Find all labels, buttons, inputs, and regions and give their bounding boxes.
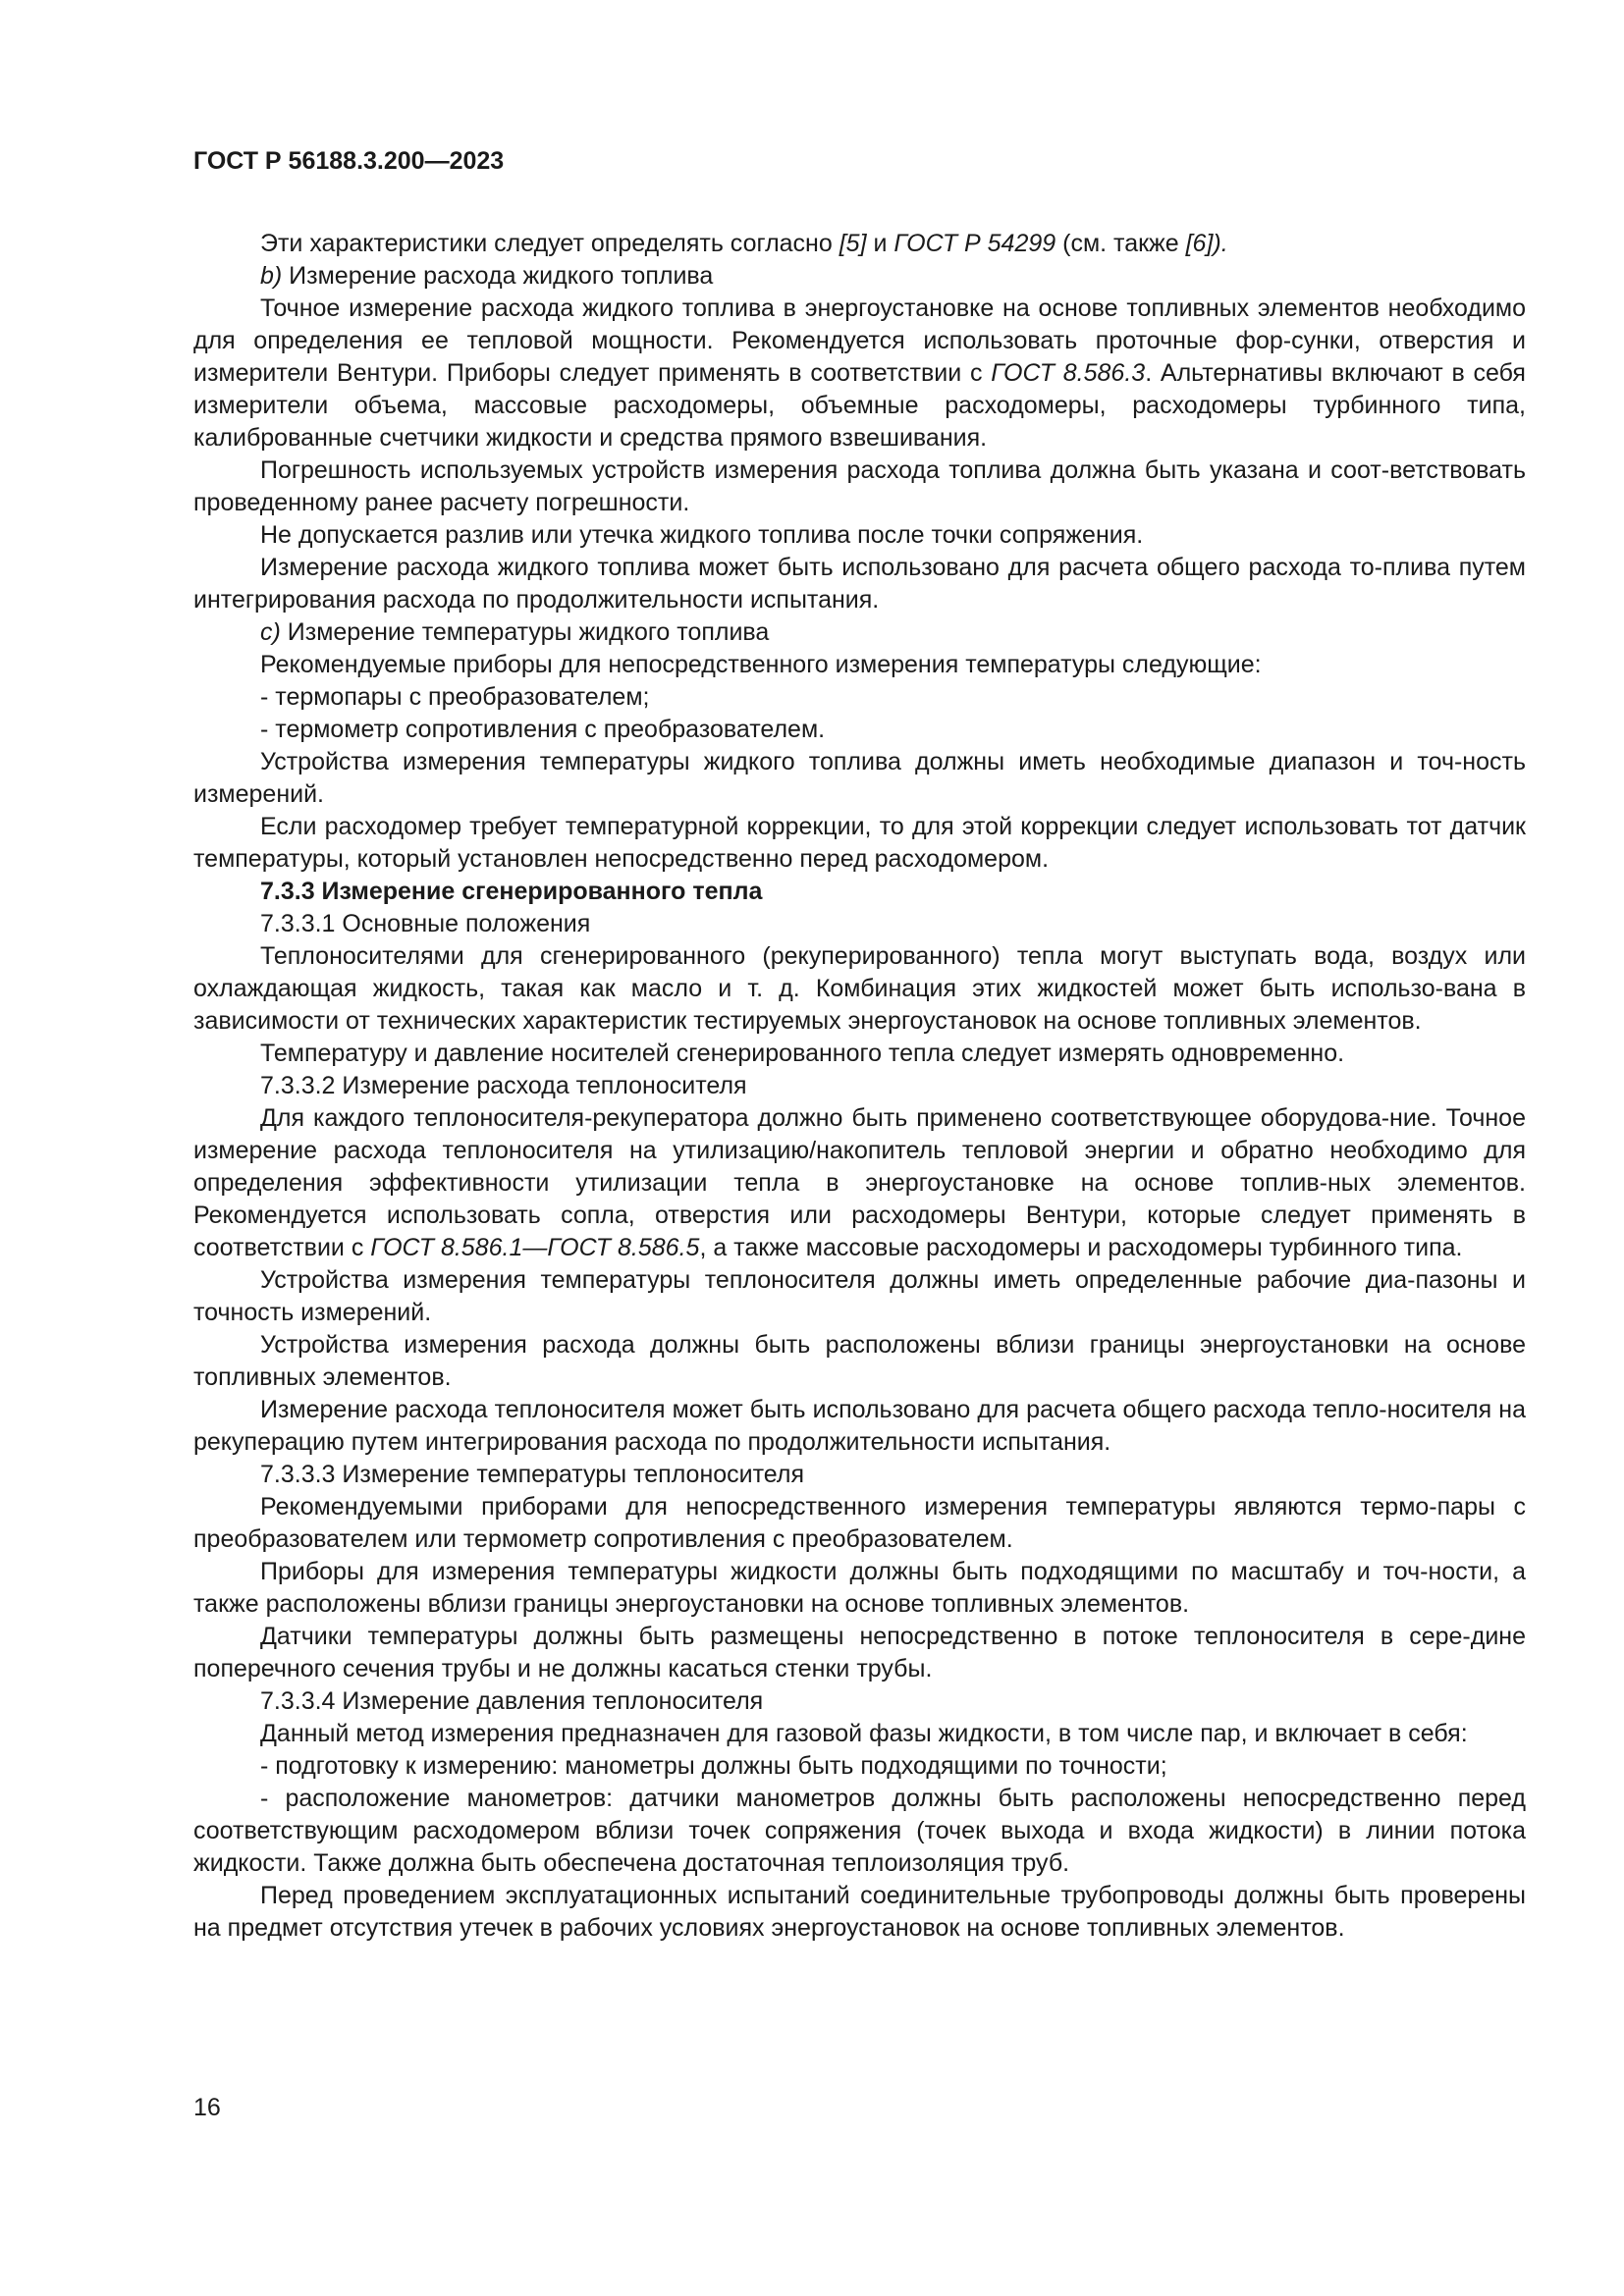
paragraph: Рекомендуемыми приборами для непосредственного измерения температуры являются термо-пары с преобразователем или термометр сопротивления с преобразователем. xyxy=(193,1493,1526,1553)
paragraph: Рекомендуемые приборы для непосредственного измерения температуры следующие: xyxy=(260,651,1262,678)
paragraph: Температуру и давление носителей сгенерированного тепла следует измерять одновременно. xyxy=(260,1040,1345,1067)
subsection-heading-7-3-3-3: 7.3.3.3 Измерение температуры теплоносителя xyxy=(260,1461,805,1488)
list-item: - термопары с преобразователем; xyxy=(260,683,650,711)
list-item: - подготовку к измерению: манометры должны быть подходящими по точности; xyxy=(260,1752,1167,1780)
paragraph: Измерение расхода теплоносителя может быть использовано для расчета общего расхода тепло-носителя на рекуперацию путем интегрирования расхода по продолжительности испытания. xyxy=(193,1396,1526,1456)
paragraph: Устройства измерения температуры теплоносителя должны иметь определенные рабочие диа-пазоны и точность измерений. xyxy=(193,1266,1526,1326)
subitem-heading-b: b) Измерение расхода жидкого топлива xyxy=(260,262,714,290)
paragraph: Данный метод измерения предназначен для газовой фазы жидкости, в том числе пар, и включает в себя: xyxy=(260,1720,1468,1747)
paragraph: Перед проведением эксплуатационных испытаний соединительные трубопроводы должны быть проверены на предмет отсутствия утечек в рабочих условиях энергоустановок на основе топливных элементов. xyxy=(193,1882,1526,1942)
paragraph: Приборы для измерения температуры жидкости должны быть подходящими по масштабу и точ-ности, а также расположены вблизи границы энергоустановки на основе топливных элементов. xyxy=(193,1558,1526,1618)
document-body xyxy=(193,228,1526,1945)
paragraph: Если расходомер требует температурной коррекции, то для этой коррекции следует использовать тот датчик температуры, который установлен непосредственно перед расходомером. xyxy=(193,813,1526,873)
subsection-heading-7-3-3-4: 7.3.3.4 Измерение давления теплоносителя xyxy=(260,1687,764,1715)
paragraph: Погрешность используемых устройств измерения расхода топлива должна быть указана и соот-ветствовать проведенному ранее расчету погрешности. xyxy=(193,456,1526,516)
paragraph: Для каждого теплоносителя-рекуператора должно быть применено соответствующее оборудова-ние. Точное измерение расхода теплоносителя на утилизацию/накопитель тепловой энергии и обратно необходимо для определения эффективности утилизации тепла в энергоустановке на основе топлив-ных элементов. Рекомендуется использовать сопла, отверстия или расходомеры Вентури, которые следует применять в соответствии с ГОСТ 8.586.1—ГОСТ 8.586.5, а также массовые расходомеры и расходомеры турбинного типа. xyxy=(193,1104,1526,1261)
paragraph: Точное измерение расхода жидкого топлива в энергоустановке на основе топливных элементов необходимо для определения ее тепловой мощности. Рекомендуется использовать проточные фор-сунки, отверстия и измерители Вентури. Приборы следует применять в соответствии с ГОСТ 8.586.3. Альтернативы включают в себя измерители объема, массовые расходомеры, объемные расходомеры, расходомеры турбинного типа, калиброванные счетчики жидкости и средства прямого взвешивания. xyxy=(193,294,1526,452)
subsection-heading-7-3-3-2: 7.3.3.2 Измерение расхода теплоносителя xyxy=(260,1072,747,1099)
subsection-heading-7-3-3-1: 7.3.3.1 Основные положения xyxy=(260,910,591,937)
paragraph: Эти характеристики следует определять согласно [5] и ГОСТ Р 54299 (см. также [6]). xyxy=(260,230,1228,257)
section-heading-7-3-3: 7.3.3 Измерение сгенерированного тепла xyxy=(260,878,763,905)
paragraph: Теплоносителями для сгенерированного (рекуперированного) тепла могут выступать вода, воздух или охлаждающая жидкость, такая как масло и т. д. Комбинация этих жидкостей может быть использо-вана в зависимости от технических характеристик тестируемых энергоустановок на основе топливных элементов. xyxy=(193,942,1526,1035)
paragraph: Датчики температуры должны быть размещены непосредственно в потоке теплоносителя в сере-дине поперечного сечения трубы и не должны касаться стенки трубы. xyxy=(193,1623,1526,1682)
list-item: - термометр сопротивления с преобразователем. xyxy=(260,716,826,743)
paragraph: Устройства измерения расхода должны быть расположены вблизи границы энергоустановки на основе топливных элементов. xyxy=(193,1331,1526,1391)
paragraph: Измерение расхода жидкого топлива может быть использовано для расчета общего расхода то-плива путем интегрирования расхода по продолжительности испытания. xyxy=(193,554,1526,614)
paragraph: Устройства измерения температуры жидкого топлива должны иметь необходимые диапазон и точ-ность измерений. xyxy=(193,748,1526,808)
document-header: ГОСТ Р 56188.3.200—2023 xyxy=(193,147,505,175)
paragraph: Не допускается разлив или утечка жидкого топлива после точки сопряжения. xyxy=(260,521,1144,549)
list-item: - расположение манометров: датчики манометров должны быть расположены непосредственно перед соответствующим расходомером вблизи точек сопряжения (точек выхода и входа жидкости) в линии потока жидкости. Также должна быть обеспечена достаточная теплоизоляция труб. xyxy=(193,1785,1526,1877)
subitem-heading-c: c) Измерение температуры жидкого топлива xyxy=(260,618,770,646)
page-number: 16 xyxy=(193,2094,221,2121)
